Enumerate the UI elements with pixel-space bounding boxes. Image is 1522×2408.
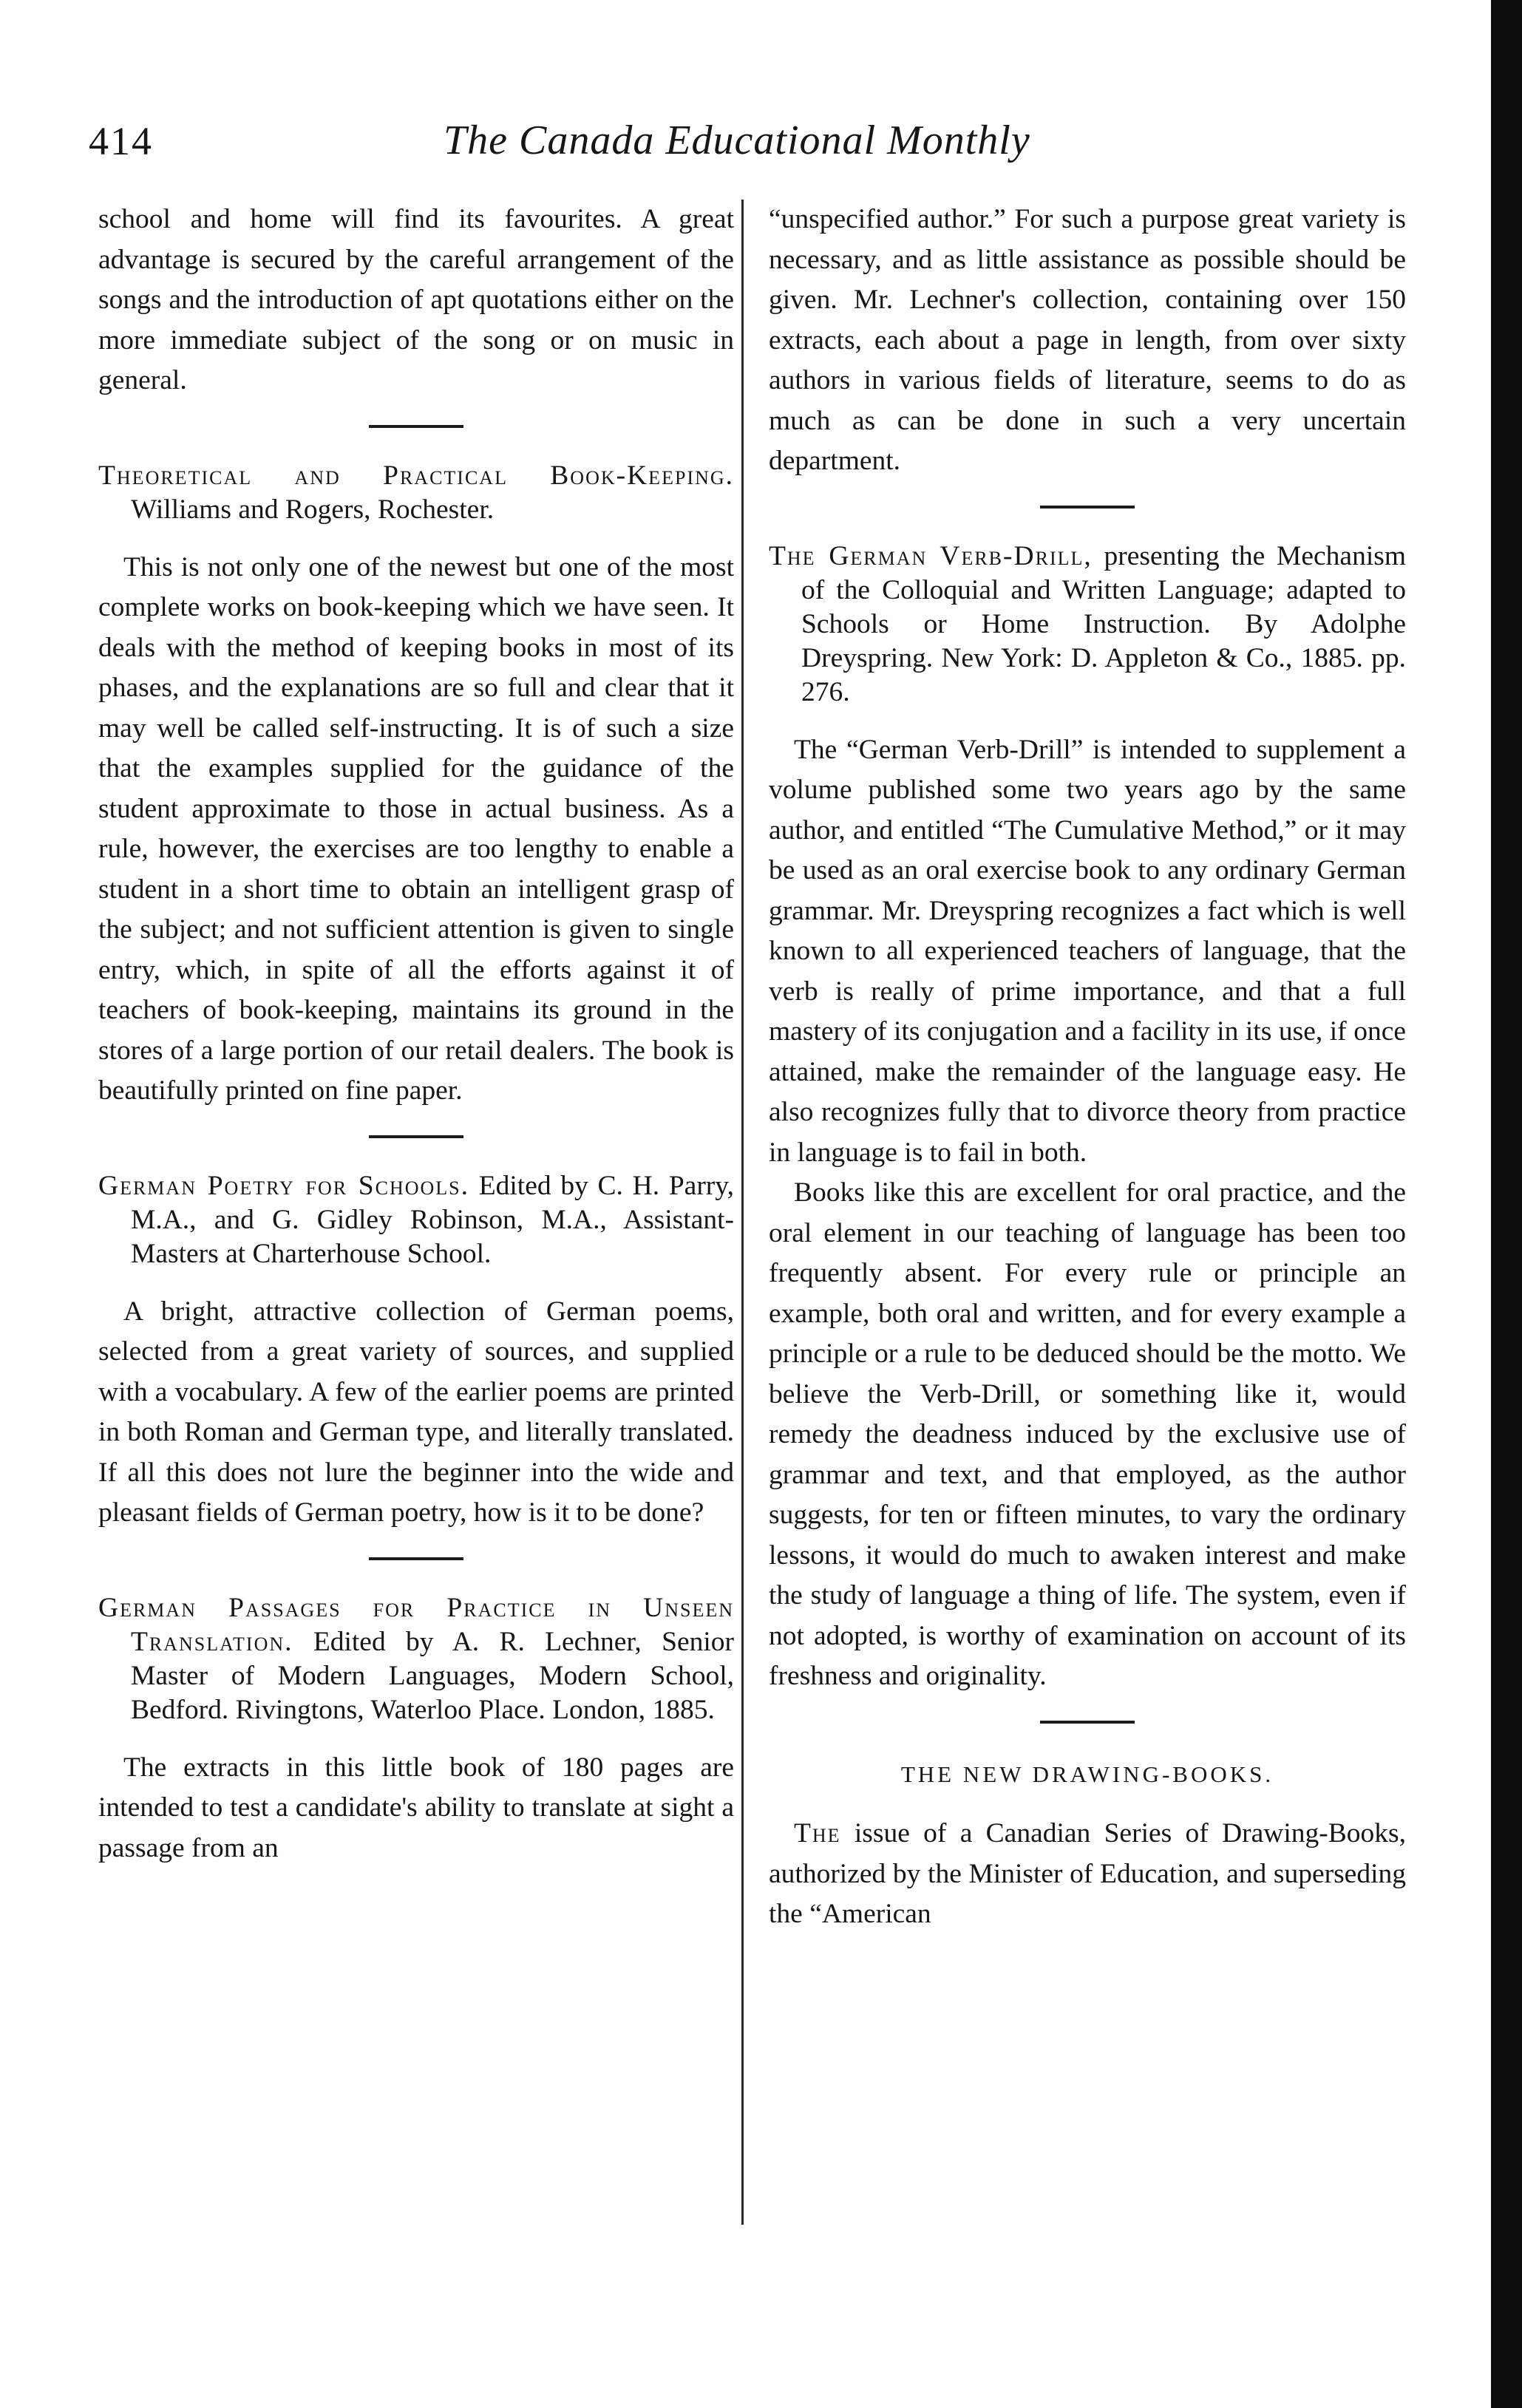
- separator-rule: [369, 1135, 463, 1138]
- review-body: Books like this are excellent for oral practice, and the oral element in our teaching of language has been too frequently absent. For every rule or principle an example, both oral and written, and for every example a principle or a rule to be deduced should be the motto. We believe the Verb-Drill, or something like it, would remedy the deadness induced by the exclusive use of grammar and text, and that employed, as the author suggests, for ten or fifteen minutes, to vary the ordinary lessons, it would do much to awaken interest and make the study of language a thing of life. The system, even if not adopted, is worthy of examination on account of its freshness and originality.: [769, 1177, 1406, 1691]
- review-body: The extracts in this little book of 180 pages are intended to test a candidate's ability to translate at sight a passage from an: [98, 1752, 734, 1863]
- separator-rule: [1040, 506, 1135, 509]
- review-publisher: presenting the Mechanism of the Colloquial and Written Language; adapted to Schools or Home Instruction. By Adolphe Dreyspring. New York: D. Appleton & Co., 1885. pp. 276.: [801, 540, 1407, 707]
- section-text: issue of a Canadian Series of Drawing-Books, authorized by the Minister of Education, and superseding the “American: [769, 1818, 1406, 1929]
- separator-rule: [369, 425, 463, 428]
- review-citation: [98, 459, 734, 527]
- review-body: A bright, attractive collection of German poems, selected from a great variety of sources, and supplied with a vocabulary. A few of the earlier poems are printed in both Roman and German type, and literally translated. If all this does not lure the beginner into the wide and pleasant fields of German poetry, how is it to be done?: [98, 1296, 734, 1528]
- review-title: Theoretical and Practical Book-Keeping.: [98, 460, 734, 491]
- section-paragraph: [769, 1814, 1406, 1935]
- review-title: German Passages for Practice in Unseen Translation.: [98, 1592, 734, 1657]
- page-number: 414: [89, 119, 153, 163]
- journal-title: The Canada Educational Monthly: [444, 118, 1030, 163]
- paragraph: “unspecified author.” For such a purpose great variety is necessary, and as little assistance as possible should be given. Mr. Lechner's collection, containing over 150 extracts, each about a page in length, from over sixty authors in various fields of literature, seems to do as much as can be done in such a very uncertain department.: [769, 204, 1406, 476]
- right-column: [769, 200, 1406, 1935]
- separator-rule: [1040, 1721, 1135, 1724]
- scan-edge-bar: [1491, 0, 1522, 2408]
- review-publisher: Williams and Rogers, Rochester.: [131, 494, 495, 525]
- review-citation: [98, 1591, 734, 1727]
- section-heading: THE NEW DRAWING-BOOKS.: [900, 1761, 1274, 1787]
- paragraph: school and home will find its favourites. A great advantage is secured by the careful arrangement of the songs and the introduction of apt quotations either on the more immediate subject of the song or on music in general.: [98, 204, 734, 395]
- review-publisher: Edited by C. H. Parry, M.A., and G. Gidley Robinson, M.A., Assistant-Masters at Charterhouse School.: [131, 1170, 734, 1269]
- review-body: The “German Verb-Drill” is intended to supplement a volume published some two years ago by the same author, and entitled “The Cumulative Method,” or it may be used as an oral exercise book to any ordinary German grammar. Mr. Dreyspring recognizes a fact which is well known to all experienced teachers of language, that the verb is really of prime importance, and that a full mastery of its conjugation and a facility in its use, if once attained, make the remainder of the language easy. He also recognizes fully that to divorce theory from practice in language is to fail in both.: [769, 734, 1406, 1168]
- column-divider: [741, 200, 744, 2225]
- separator-rule: [369, 1557, 463, 1560]
- review-publisher: Edited by A. R. Lechner, Senior Master of Modern Languages, Modern School, Bedford. Rivingtons, Waterloo Place. London, 1885.: [131, 1626, 735, 1725]
- left-column: [98, 200, 734, 1868]
- review-citation: [98, 1169, 734, 1271]
- review-title: The German Verb-Drill,: [769, 540, 1093, 571]
- running-head: [89, 118, 1419, 170]
- section-lead-word: The: [794, 1818, 841, 1848]
- review-title: German Poetry for Schools.: [98, 1170, 470, 1201]
- review-citation: [769, 540, 1406, 710]
- review-body: This is not only one of the newest but one of the most complete works on book-keeping which we have seen. It deals with the method of keeping books in most of its phases, and the explanations are so full and clear that it may well be called self-instructing. It is of such a size that the examples supplied for the guidance of the student approximate to those in actual business. As a rule, however, the exercises are too lengthy to enable a student in a short time to obtain an intelligent grasp of the subject; and not sufficient attention is given to single entry, which, in spite of all the efforts against it of teachers of book-keeping, maintains its ground in the stores of a large portion of our retail dealers. The book is beautifully printed on fine paper.: [98, 551, 734, 1106]
